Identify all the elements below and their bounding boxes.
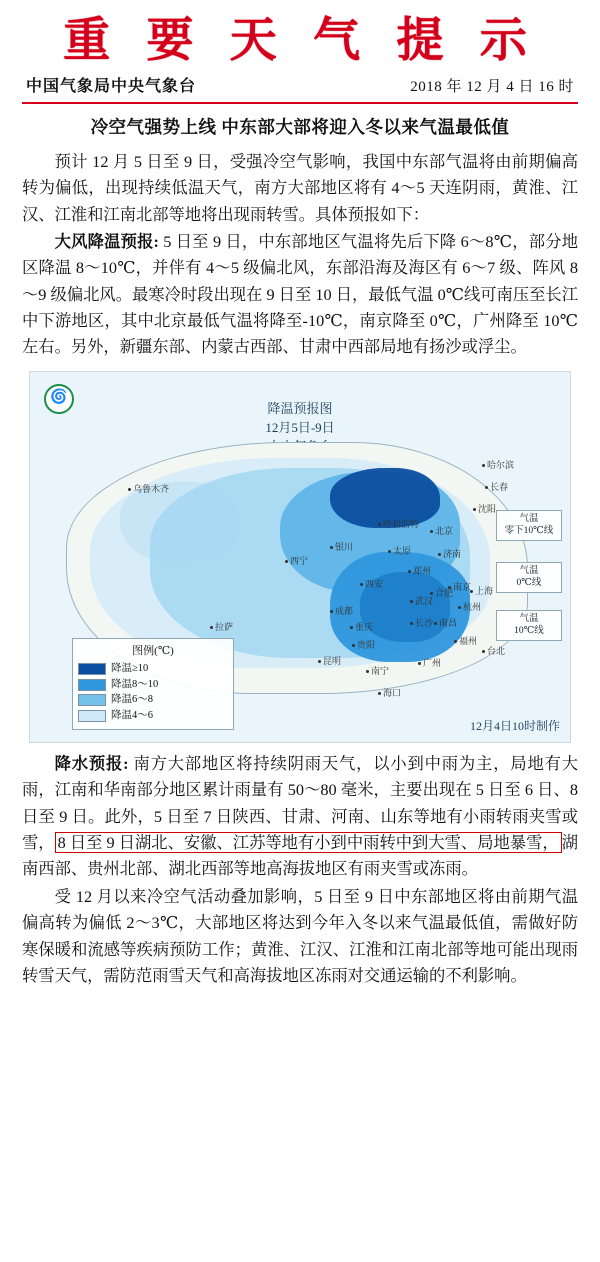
isotherm-callout-zero [496,562,562,593]
temperature-drop-forecast-map [29,371,571,743]
city-label: 福州 [454,634,477,647]
city-label: 南昌 [434,616,457,629]
city-label: 济南 [438,547,461,560]
city-label: 长沙 [410,616,433,629]
city-label: 沈阳 [473,502,496,515]
legend-label: 降温≥10 [111,662,149,674]
isotherm-callout-ten-line2: 10℃线 [514,626,544,637]
precip-text-b: 湖南西部、贵州北部、湖北西部等地高海拔地区有雨夹雪或冻雨。 [22,833,578,879]
byline [22,73,578,102]
legend-label: 降温6～8 [111,694,153,706]
city-label: 西安 [360,577,383,590]
city-label: 台北 [482,644,505,657]
isotherm-callout-minus10-line2: 零下10℃线 [504,526,554,537]
city-label: 成都 [330,604,353,617]
legend-swatch [78,663,106,675]
map-legend [72,638,234,730]
article-headline: 冷空气强势上线 中东部大部将迎入冬以来气温最低值 [90,116,510,137]
city-label: 呼和浩特 [378,517,419,530]
city-label: 南宁 [366,664,389,677]
city-label: 海口 [378,686,401,699]
city-label: 拉萨 [210,620,233,633]
paragraph-advisory: 受 12 月以来冷空气活动叠加影响，5 日至 9 日中东部地区将由前期气温偏高转为偏低 2～3℃，大部地区将达到今年入冬以来气温最低值，需做好防寒保暖和流感等疾病预防工作；黄淮、江汉、江淮和江南北部等地可能出现雨转雪天气，需防范雨雪天气和高海拔地区冻雨对交通运输的不利影响。 [22,886,578,985]
page-title: 重 要 天 气 提 示 [63,13,537,68]
precip-lead: 降水预报: [54,753,129,773]
city-label: 合肥 [430,586,453,599]
wind-temp-lead: 大风降温预报: [54,231,159,251]
city-label: 太原 [388,544,411,557]
legend-label: 降温4～6 [111,710,153,722]
city-label: 北京 [430,524,453,537]
figure-title-line1: 降温预报图 [267,400,333,416]
legend-item [78,661,228,677]
isotherm-callout-zero-line1: 气温 [519,565,539,576]
issue-datetime: 2018 年 12 月 4 日 16 时 [410,78,574,95]
precip-highlight: 8 日至 9 日湖北、安徽、江苏等地有小到中雨转中到大雪、局地暴雪， [55,832,562,853]
city-label: 广州 [418,656,441,669]
figure-title-line2: 12月5日-9日 [265,419,335,435]
city-label: 杭州 [458,600,481,613]
isotherm-callout-minus10 [496,510,562,541]
city-label: 哈尔滨 [482,458,514,471]
legend-swatch [78,710,106,722]
isotherm-callout-minus10-line1: 气温 [519,513,539,524]
paragraph-wind-temp [22,229,578,361]
legend-swatch [78,679,106,691]
city-label: 重庆 [350,620,373,633]
city-label: 贵阳 [352,638,375,651]
city-label: 西宁 [285,554,308,567]
city-label: 上海 [470,584,493,597]
city-label: 长春 [485,480,508,493]
precip-text-a: 南方大部地区将持续阴雨天气，以小到中雨为主，局地有大雨，江南和华南部分地区累计雨量有 50～80 毫米，主要出现在 5 日至 6 日、8 日至 9 日。此外，5 日至 7 日陕西、甘肃、河南、山东等地有小雨转雨夹雪或雪， [22,753,578,853]
isotherm-callout-ten [496,610,562,641]
city-label: 南京 [448,580,471,593]
cma-logo-icon: 🌀 [44,384,74,414]
legend-label: 降温8～10 [111,678,159,690]
legend-item [78,708,228,724]
wind-temp-text: 5 日至 9 日，中东部地区气温将先后下降 6～8℃，部分地区降温 8～10℃，并伴有 4～5 级偏北风，东部沿海及海区有 6～7 级、阵风 8～9 级偏北风。最寒冷时段出现在 9 日至 10 日，最低气温 0℃线可南压至长江中下游地区，其中北京最低气温将降至-10℃，南京降至 0℃，广州降至 10℃左右。另外，新疆东部、内蒙古西部、甘肃中西部局地有扬沙或浮尘。 [22,231,578,357]
legend-item [78,677,228,693]
isotherm-callout-ten-line1: 气温 [519,613,539,624]
legend-rows [78,661,228,724]
legend-title: 图例(℃) [132,644,174,657]
legend-swatch [78,694,106,706]
isotherm-callout-zero-line2: 0℃线 [516,578,542,589]
city-label: 乌鲁木齐 [128,482,169,495]
city-label: 郑州 [408,564,431,577]
figure-credit: 12月4日10时制作 [469,718,560,733]
city-label: 武汉 [410,594,433,607]
issuer-label: 中国气象局中央气象台 [26,77,197,95]
paragraph-precipitation [22,751,578,883]
legend-item [78,692,228,708]
paragraph-overview: 预计 12 月 5 日至 9 日，受强冷空气影响，我国中东部气温将由前期偏高转为偏低，出现持续低温天气，南方大部地区将有 4～5 天连阴雨，黄淮、江汉、江淮和江南北部等地将出现雨转雪。具体预报如下： [22,151,578,224]
city-label: 昆明 [318,654,341,667]
header-divider [22,102,578,104]
city-label: 银川 [330,540,353,553]
